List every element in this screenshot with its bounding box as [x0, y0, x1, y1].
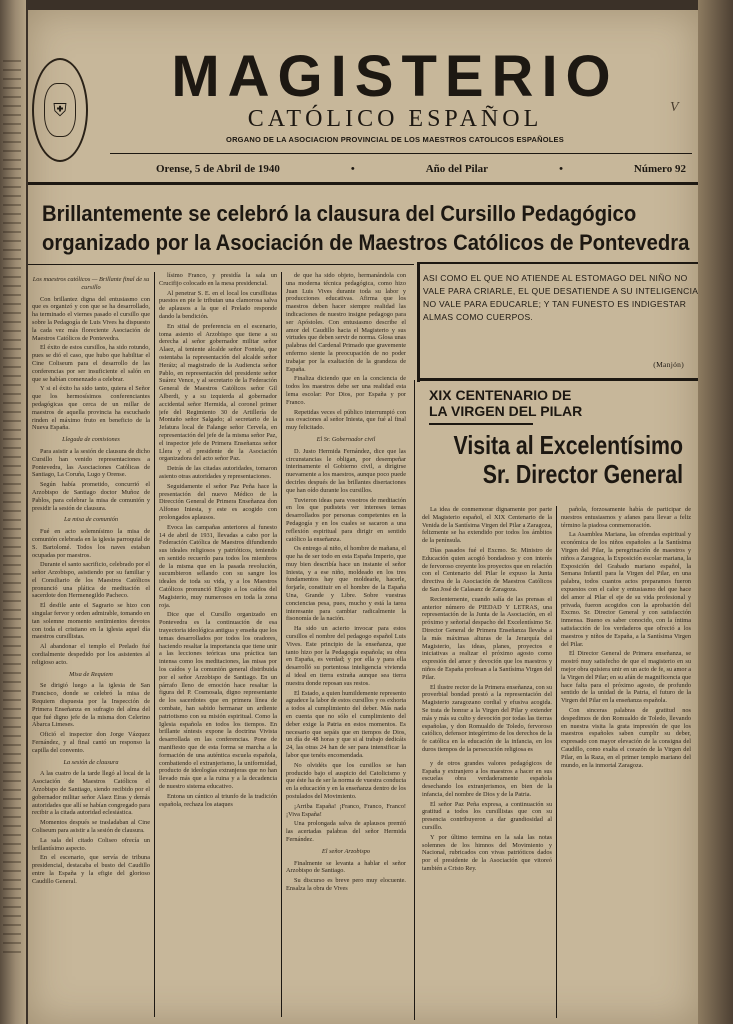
quote-text: ASI COMO EL QUE NO ATIENDE AL ESTOMAGO DEL NIÑO NO VALE PARA CRIARLE, EL QUE DESATIENDE A SU INTELIGENCIA NO VALE PARA EDUCARLE; Y TAN FUNESTO ES INDIGESTAR ALMAS COMO CUERPOS.: [423, 273, 698, 322]
subheading: Misa de Requiem: [69, 670, 113, 678]
quote-author: (Manjón): [653, 360, 684, 369]
dateline-date: Orense, 5 de Abril de 1940: [156, 163, 280, 175]
divider: [417, 262, 420, 382]
subheading: El Sr. Gobernador civil: [316, 435, 376, 443]
article-column-5: pañola, forzosamente había de participar de nuestros entusiasmos y afanes para llevar a feliz término la piadosa conmemoración. La Asamblea Mariana, las ofrendas espiritual y económica de los niños españoles a la Santísima Virgen del Pilar, la peregrinación de maestros y niños a Zaragoza, la Exposición escolar mariana, la Exposición del Grabado mariano español, la Semana Infantil para la Virgen del Pilar, en una palabra, todos cuantos actos preparamos fueron expuestos con el calor y entusiasmo del que hace del amor al Pilar el eje de su vida profesional y privada, fueron acogidos con la aprobación del Excmo. Sr. Director General y con satisfacción inmensa. Bueno es saber conocido, con la íntima satisfacción de los verdaderos que ofreció a los maestros y niños de España, a la Santísima Virgen del Pilar. El Director General de Primera enseñanza, se mostró muy satisfecho de que el magisterio en su mejor obra quisiera unir en un acto de fe, su amor a la Virgen del Pilar; en su afán de magnificencia que hace falta para el próximo agosto, de profundo sentido de la unidad de la Patria, el futuro de la Virgen del Pilar en la enseñanza española. Con sinceras palabras de gratitud nos despedimos de don Romualdo de Toledo, llevando en nuestra visita la grata impresión de que los maestros españoles saben cumplir su deber, expresado con mayor elevación de la consigna del Caudillo, como exalta el corazón de la Virgen del Pilar, en la Raza, en el primer templo mariano del mundo, en la inmortal Zaragoza.: [561, 506, 691, 769]
headline-line-1: Brillantemente se celebró la clausura del Cursillo Pedagógico: [42, 201, 637, 226]
article-column-4: La idea de conmemorar dignamente por parte del Magisterio español, el XIX Centenario de la Venida de la Santísima Virgen del Pilar a Zaragoza, felizmente se ha extendido por todos los ámbitos de la península. Días pasados fué el Excmo. Sr. Ministro de Educación quien acogió bondadoso y con interés de fervoroso creyente los proyectos que en relación con el Centenario del Pilar le expuso la Junta directiva de la Asociación de Maestros Católicos de San José de Calasanz de Zaragoza. Recientemente, cuando salía de las prensas el anterior número de PIEDAD Y LETRAS, una representación de la Junta de la Asociación, en el próximo y señorial despacho del Excelentísimo Sr. Director General de Primera Enseñanza llevaba a la más máximas alturas de la Jerarquía del Magisterio, las ideas, planes, proyectos e iniciativas a realizar el próximo agosto como expresión del amor y devoción que los maestros y niños de España profesan a la Santísima Virgen del Pilar. El ilustre rector de la Primera enseñanza, con su proverbial bondad prestó a la representación del Magisterio zaragozano cordial y efusiva acogida. Se trata de honrar a la Virgen del Pilar y extender más y más su culto y devoción por todas las tierras españolas, y don Romualdo de Toledo, fervoroso católico, defensor integérrimo de los derechos de la fe católica en la educación de la infancia, en los duros tiempos de la persecución religiosa es y de otros grandes valores pedagógicos de España y extranjero a los maestros a hacer en sus escuelas obra verdaderamente española desechando los extranjerismos, en bien de la infancia, del nombre de Dios y de la Patria. El señor Paz Peña expresa, a continuación su gratitud a todos los cursillistas que con su presencia contribuyeron a dar grandiosidad al cursillo. Y por último termina en la sala las notas solemnes de los himnos del Movimiento y Nacional, rubricados con vivas patrióticos dados por el presidente de la Asociación que vitoreó también a Cristo Rey.: [422, 506, 552, 873]
dateline: Orense, 5 de Abril de 1940 • Año del Pilar • Número 92: [156, 163, 686, 175]
visita-headline: Visita al Excelentísimo Sr. Director General: [453, 430, 683, 489]
divider: [28, 264, 414, 265]
subheading: La sesión de clausura: [63, 758, 119, 766]
subheading: El señor Arzobispo: [321, 847, 371, 855]
divider: [28, 182, 698, 185]
seal-logo: [32, 58, 88, 162]
masthead-title: MAGISTERIO: [171, 44, 619, 109]
divider: [110, 153, 692, 154]
centenario-heading: XIX CENTENARIO DE LA VIRGEN DEL PILAR: [429, 387, 583, 419]
dateline-year: Año del Pilar: [425, 163, 489, 175]
divider: [420, 378, 698, 381]
subheading: Llegada de comisiones: [62, 436, 120, 444]
article-column-3: de que ha sido objeto, hermanándola con una moderna técnica pedagógica, como hizo Juan Luis Vives durante toda su labor y producciones educativas. Afirma que los maestros deben hacer siempre realidad las indicaciones de nuestro insigne pedagogo para ser Apóstoles. Con entusiasmo describe el amor del Caudillo hacia el Magisterio y sus virtudes que deben servir de norma. Glosa unas palabras del Cardenal Primado que gravemente enfermo siente la preocupación de no poder trabajar por la exaltación de la grandeza de España. Finaliza diciendo que en la conciencia de todos los maestros debe ser una realidad esta lema escolar: Por Dios, por España y por Franco. Repetidas veces el público interrumpió con sus ovaciones al señor Iniesta, que fué al final muy felicitado. El Sr. Gobernador civil D. Justo Hermida Fernández, dice que las circunstancias le obligan, por desempeñar interinamente el Gobierno civil, a dirigirse nuevamente a los maestros, aunque poco puede decirles después de las brillantes disertaciones que han oído durante los cursillos. Tuvieron ideas para vosotros de meditación en los que pudisteis ver intereses temas desarrollados por personas competentes en la Pedagogía y en los cuales se sacaron a una reflexión espiritual para dirigir en sentido católico la enseñanza. Os entrego al niño, el hombre de mañana, el que ha de ser todo en esta España Imperio, que muy bien describía hace un instante el señor Iniesta, y a ese niño, moldeado en los tres fundamentos hay que moldearle, hacerle, forjarle, constituir en el hombre de la España Una, Grande y Libre. Sobre vuestras conciencias pesa, pues, mucho y está la tarea interesante para cambiar radicalmente la fisonomía de la nación. Ha sido un acierto invocar para estos cursillos el nombre del pedagogo español Luis Vives. Este principio de la enseñanza, que tanto hizo por la Pedagogía española; su obra en España, es verdad; y por ella y para ella desarrolló su portentosa inteligencia vivienda al ideal en tierra extraña aunque sea tierra nuestra donde reposan sus restos. El Estado, a quien humildemente represento agradece la labor de estos cursillos y os exhorta a todos al cumplimiento del deber. Más nada en cuenta que no sólo el cumplimiento del deber exige la Patria en estos momentos. Es necesario que sepáis que en tiempos de Dios, un día de 48 horas y que si al trabajo dedicáis 24, las otras 24 han de ser para intensificar la labor que tenéis encomendada. No olvidéis que los cursillos se han producido bajo el auspicio del Catolicismo y que éste ha de ser la norma de vuestra conducta en la educación y en la enseñanza dentro de los postulados del Movimiento. ¡Arriba España! ¡Franco, Franco, Franco! ¡Viva España! Una prolongada salva de aplausos premió las acertadas palabras del señor Hermida Fernández. El señor Arzobispo Finalmente se levanta a hablar el señor Arzobispo de Santiago. Su discurso es breve pero muy elocuente. Ensalza la obra de Vives: [286, 272, 406, 892]
adjacent-page-edge: [0, 0, 26, 1024]
masthead-subtitle: CATÓLICO ESPAÑOL: [247, 106, 543, 132]
article-column-2: lísimo Franco, y presidía la sala un Crucifijo colocado en la mesa presidencial. Al penetrar S. E. en el local los cursillistas puestos en pie le tributan una clamorosa salva de aplausos a la que el Prelado responde dando la bendición. En sitial de preferencia en el escenario, toma asiento el Arzobispo que tiene a su derecha al señor gobernador militar señor Alaez, al teniente alcalde señor Fontela, que ostentaba la representación del alcalde señor Heráiz; al magistrado de la Audiencia señor Pablo, en representación del presidente señor Suárez Vence, y al secretario de la Federación General de Maestros Católicos señor Gil Alberdi, y a su izquierda al gobernador accidental señor Hermida, al coronel primer jefe del Regimiento 30 de Artillería de Montaño señor Salgado; al secretario de la Jefatura local de Falange señor Cervela, en representación del jefe de la misma señor Paz, el inspector jefe de Primera Enseñanza señor Llera y el presidente de la Asociación organizadora del acto señor Paz. Detrás de las citadas autoridades, tomaron asiento otras autoridades y representaciones. Seguidamente el señor Paz Peña hace la presentación del nuevo Médico de la Dirección General de Primera Enseñanza don Alfonso Iniesta, y este es acogido con prolongados aplausos. Evoca las campañas anteriores al funesto 14 de abril de 1931, llevadas a cabo por la Federación Católica de Maestros difundiendo sus ideales religiosos y patrióticos, teniendo en sentido recuerdo para todos los miembros de la misma que en la pasada revolución, sucumbieron sellando con su sangre los ideales de toda su vida, y a los Maestros Católicos pronunció Elogio a los caídos del Magisterio, muy numerosos en toda la zona roja. Dice que el Cursillo organizado en Pontevedra es la continuación de esa trayectoria ideológica antigua y enseña que los temas desarrollados por todos los oradores, haciendo resaltar la importancia que tiene unir a las lecciones teóricas una práctica tan intensa como los meditaciones, las misas por los caídos y la comunión general distribuida por el señor Arzobispo de Santiago. En un párrafo lleno de emoción hace resaltar la figura del P. Cosmosala, digno representante de los sacerdotes que en primera línea de combate, han sabido hermanar un ardiente patriotismo con su misión espiritual. Como la Iglesia española en todos los tiempos. En brillante síntesis expone la doctrina Vivista desarrollada en las conferencias. Pone de manifiesto que de esta forma se marcha a la formación de una auténtica escuela española, combatiendo el extranjerismo, la uniformidad, producto de ideologías extranjeras que no han llevado más que a la ruina y a la decadencia de nuestro sistema educativo. Entona un cántico al triunfo de la tradición española, rechaza los ataques: [159, 272, 277, 808]
main-headline: [42, 199, 690, 257]
coat-of-arms-icon: ⛨: [44, 83, 76, 137]
divider: [429, 423, 533, 425]
handwritten-mark: V: [670, 100, 679, 115]
masthead-organ: ORGANO DE LA ASOCIACION PROVINCIAL DE LOS MAESTROS CATOLICOS ESPAÑOLES: [226, 135, 564, 144]
divider: [420, 262, 698, 264]
dateline-issue: Número 92: [633, 163, 686, 175]
right-page-edge: [698, 0, 733, 1024]
article-column-1: Los maestros católicos — Brillante final de su cursillo Con brillantez digna del entusiasmo con que es organizó y con que se ha desarrollado, ha terminado el viernes pasado el cursillo que sobre la Pedagogía de Luis Vives ha dispuesto la cada vez más floreciente Asociación de Maestros Católicos de Pontevedra. El éxito de estos cursillos, ha sido rotundo, pues se dió el caso, que hubo que habilitar el Cine Coliseum para el desarrollo de las conferencias por ser insuficiente el salón en que se habían comenzado a celebrar. Y si el éxito ha sido tanto, quiera el Señor que los hermosísimos conferenciantes pedagógicas que cerca de un millar de maestros de aquella provincia ha escuchado rinden el máximo fruto en beneficio de la Nueva España. Llegada de comisiones Para asistir a la sesión de clausura de dicho Cursillo han venido representaciones a Pontevedra, las Asociaciones Católicas de Santiago, La Coruña, Lugo y Orense. Según había prometido, concurrió el Arzobispo de Santiago doctor Muñoz de Pablos, para celebrar la misa de comunión y presidir la sesión de clausura. La misa de comunión Fué en acto solemnísimo la misa de comunión celebrada en la iglesia parroquial de S. Bartolomé. Todos los naves estaban ocupadas por maestros. Durante el santo sacrificio, celebrado por el señor Arzobispo, asistiendo por su familiar y el Consiliario de los Maestros Católicos pronunció una plática de meditación el sacerdote don Hermenegildo Pacheco. El desfile ante el Sagrario se hizo con singular fervor y orden admirable, tomando en tan solemne momento sentimientos devotos con toda el cristiano en la iglesia aquel día maestros cursillistas. Al abandonar el templo el Prelado fué cordialmente despedido por los asistentes al religioso acto. Misa de Requiem Se dirigió luego a la iglesia de San Francisco, donde se celebró la misa de Requiem dispuesta por la Inspección de Primera Enseñanza en sufragio del alma del que fué digno jefe de la misma don Celerino Abarca Limeses. Ofició el inspector don Jorge Vázquez Fernández, y al final cantó un responso la capilla del convento. La sesión de clausura A las cuatro de la tarde llegó al local de la Asociación de Maestros Católicos el Arzobispo de Santiago, siendo recibido por el gobernador militar señor Alaez Eiras y demás autoridades que allí se habían congregado para recibir a la citada autoridad eclesiástica. Momentos después se trasladaban al Cine Coliseum para asistir a la sesión de clausura. La sala del citado Coliseo ofrecía un brillantísimo aspecto. En el escenario, que servía de tribuna presidencial, destacaba el busto del Caudillo entre la España y la efigie del glorioso Caudillo General.: [32, 276, 150, 885]
manjon-quote: [423, 272, 698, 369]
headline-line-2: organizado por la Asociación de Maestros Católicos de Pontevedra: [42, 230, 690, 255]
newspaper-page: [28, 10, 698, 1024]
subheading: La misa de comunión: [63, 516, 119, 524]
masthead: [110, 46, 680, 144]
